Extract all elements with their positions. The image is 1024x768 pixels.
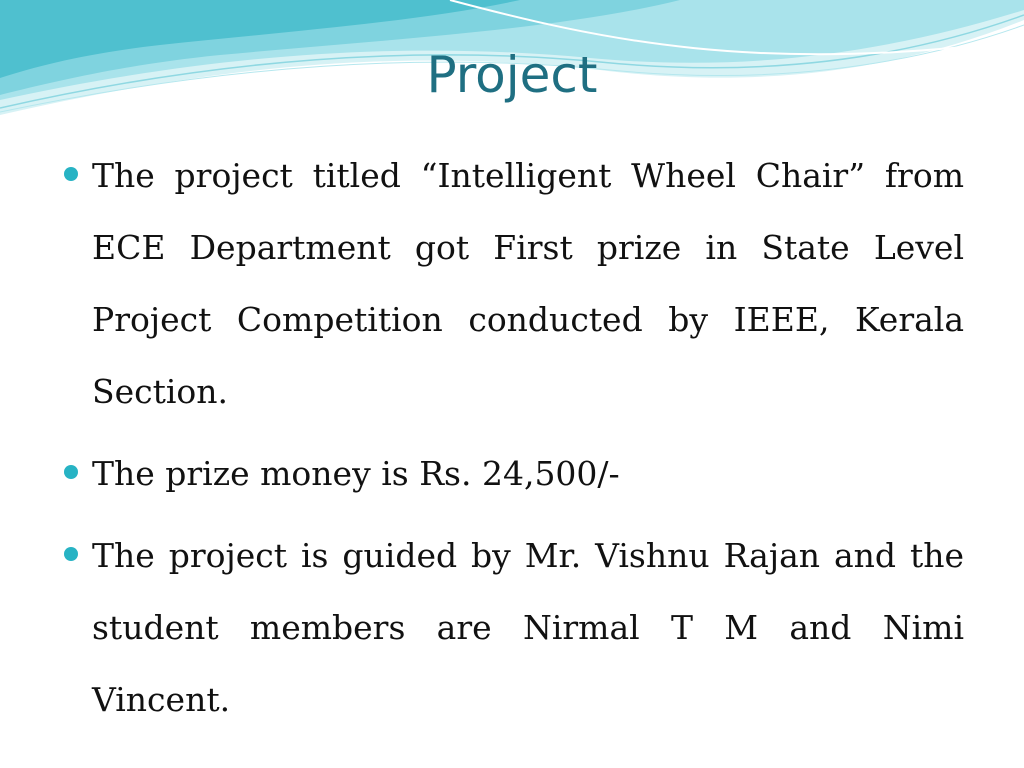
bullet-list [62,140,964,746]
bullet-dot-icon [64,167,78,181]
bullet-item [62,438,964,510]
bullet-item [62,140,964,428]
bullet-item [62,520,964,736]
bullet-text: The prize money is Rs. 24,500/- [92,454,620,493]
bullet-dot-icon [64,547,78,561]
bullet-text: The project titled “Intelligent Wheel Chair” from ECE Department got First prize in State Level Project Competition conducted by IEEE, Kerala Section. [92,156,964,411]
bullet-dot-icon [64,465,78,479]
slide-title: Project [426,46,598,104]
bullet-text: The project is guided by Mr. Vishnu Rajan and the student members are Nirmal T M and Nimi Vincent. [92,536,964,719]
